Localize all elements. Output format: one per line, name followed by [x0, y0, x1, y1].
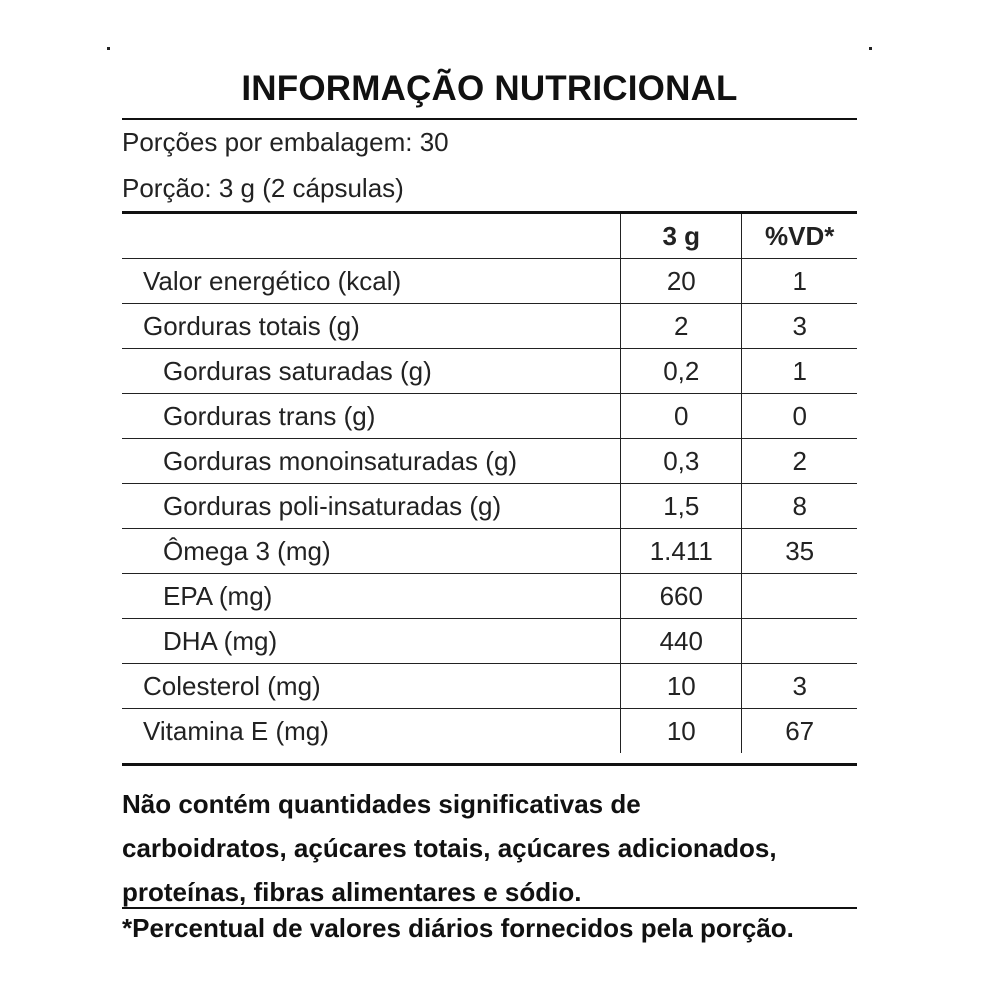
nutrient-value: 10 [621, 709, 742, 754]
nutrient-name: Valor energético (kcal) [122, 259, 621, 304]
nutrient-name: Colesterol (mg) [122, 664, 621, 709]
nutrient-value: 1,5 [621, 484, 742, 529]
table-row [122, 619, 857, 664]
table-bottom-rule [122, 763, 857, 766]
daily-value-note: *Percentual de valores diários fornecidos pela porção. [122, 913, 794, 943]
note-line: proteínas, fibras alimentares e sódio. [122, 877, 582, 907]
nutrient-name: Ômega 3 (mg) [122, 529, 621, 574]
nutrient-name: Gorduras poli-insaturadas (g) [122, 484, 621, 529]
table-row [122, 304, 857, 349]
table-row [122, 664, 857, 709]
nutrient-daily-value: 35 [742, 529, 857, 574]
header-nutrient [122, 214, 621, 259]
nutrient-daily-value: 8 [742, 484, 857, 529]
corner-mark-top-left [107, 47, 110, 50]
nutrient-daily-value [742, 619, 857, 664]
nutrient-daily-value: 1 [742, 259, 857, 304]
nutrient-name: DHA (mg) [122, 619, 621, 664]
nutrient-value: 20 [621, 259, 742, 304]
nutrient-value: 2 [621, 304, 742, 349]
nutrient-name: Gorduras trans (g) [122, 394, 621, 439]
nutrient-daily-value [742, 574, 857, 619]
nutrition-table [122, 214, 857, 753]
table-row [122, 259, 857, 304]
panel-title: INFORMAÇÃO NUTRICIONAL [241, 69, 738, 108]
header-portion: 3 g [621, 214, 742, 259]
table-row [122, 484, 857, 529]
note-line: carboidratos, açúcares totais, açúcares adicionados, [122, 833, 777, 863]
nutrient-daily-value: 67 [742, 709, 857, 754]
not-significant-note [122, 782, 857, 914]
table-header-row [122, 214, 857, 259]
servings-per-package: Porções por embalagem: 30 [122, 127, 449, 157]
header-daily-value: %VD* [742, 214, 857, 259]
nutrient-daily-value: 2 [742, 439, 857, 484]
footnote-divider [122, 907, 857, 909]
nutrient-value: 440 [621, 619, 742, 664]
nutrient-value: 0,3 [621, 439, 742, 484]
nutrient-name: Gorduras totais (g) [122, 304, 621, 349]
table-row [122, 349, 857, 394]
nutrient-value: 10 [621, 664, 742, 709]
serving-size: Porção: 3 g (2 cápsulas) [122, 173, 404, 203]
table-row [122, 394, 857, 439]
table-row [122, 529, 857, 574]
nutrient-name: EPA (mg) [122, 574, 621, 619]
nutrient-value: 0,2 [621, 349, 742, 394]
table-row [122, 574, 857, 619]
nutrition-facts-panel [107, 47, 872, 962]
corner-mark-top-right [869, 47, 872, 50]
nutrient-daily-value: 3 [742, 304, 857, 349]
nutrient-name: Gorduras monoinsaturadas (g) [122, 439, 621, 484]
nutrient-value: 660 [621, 574, 742, 619]
title-divider [122, 118, 857, 120]
nutrient-name: Gorduras saturadas (g) [122, 349, 621, 394]
nutrient-name: Vitamina E (mg) [143, 715, 329, 746]
table-row [122, 439, 857, 484]
nutrient-daily-value: 3 [742, 664, 857, 709]
table-row [122, 709, 857, 754]
nutrient-value: 0 [621, 394, 742, 439]
note-line: Não contém quantidades significativas de [122, 789, 641, 819]
nutrient-daily-value: 1 [742, 349, 857, 394]
nutrient-daily-value: 0 [742, 394, 857, 439]
nutrient-value: 1.411 [621, 529, 742, 574]
